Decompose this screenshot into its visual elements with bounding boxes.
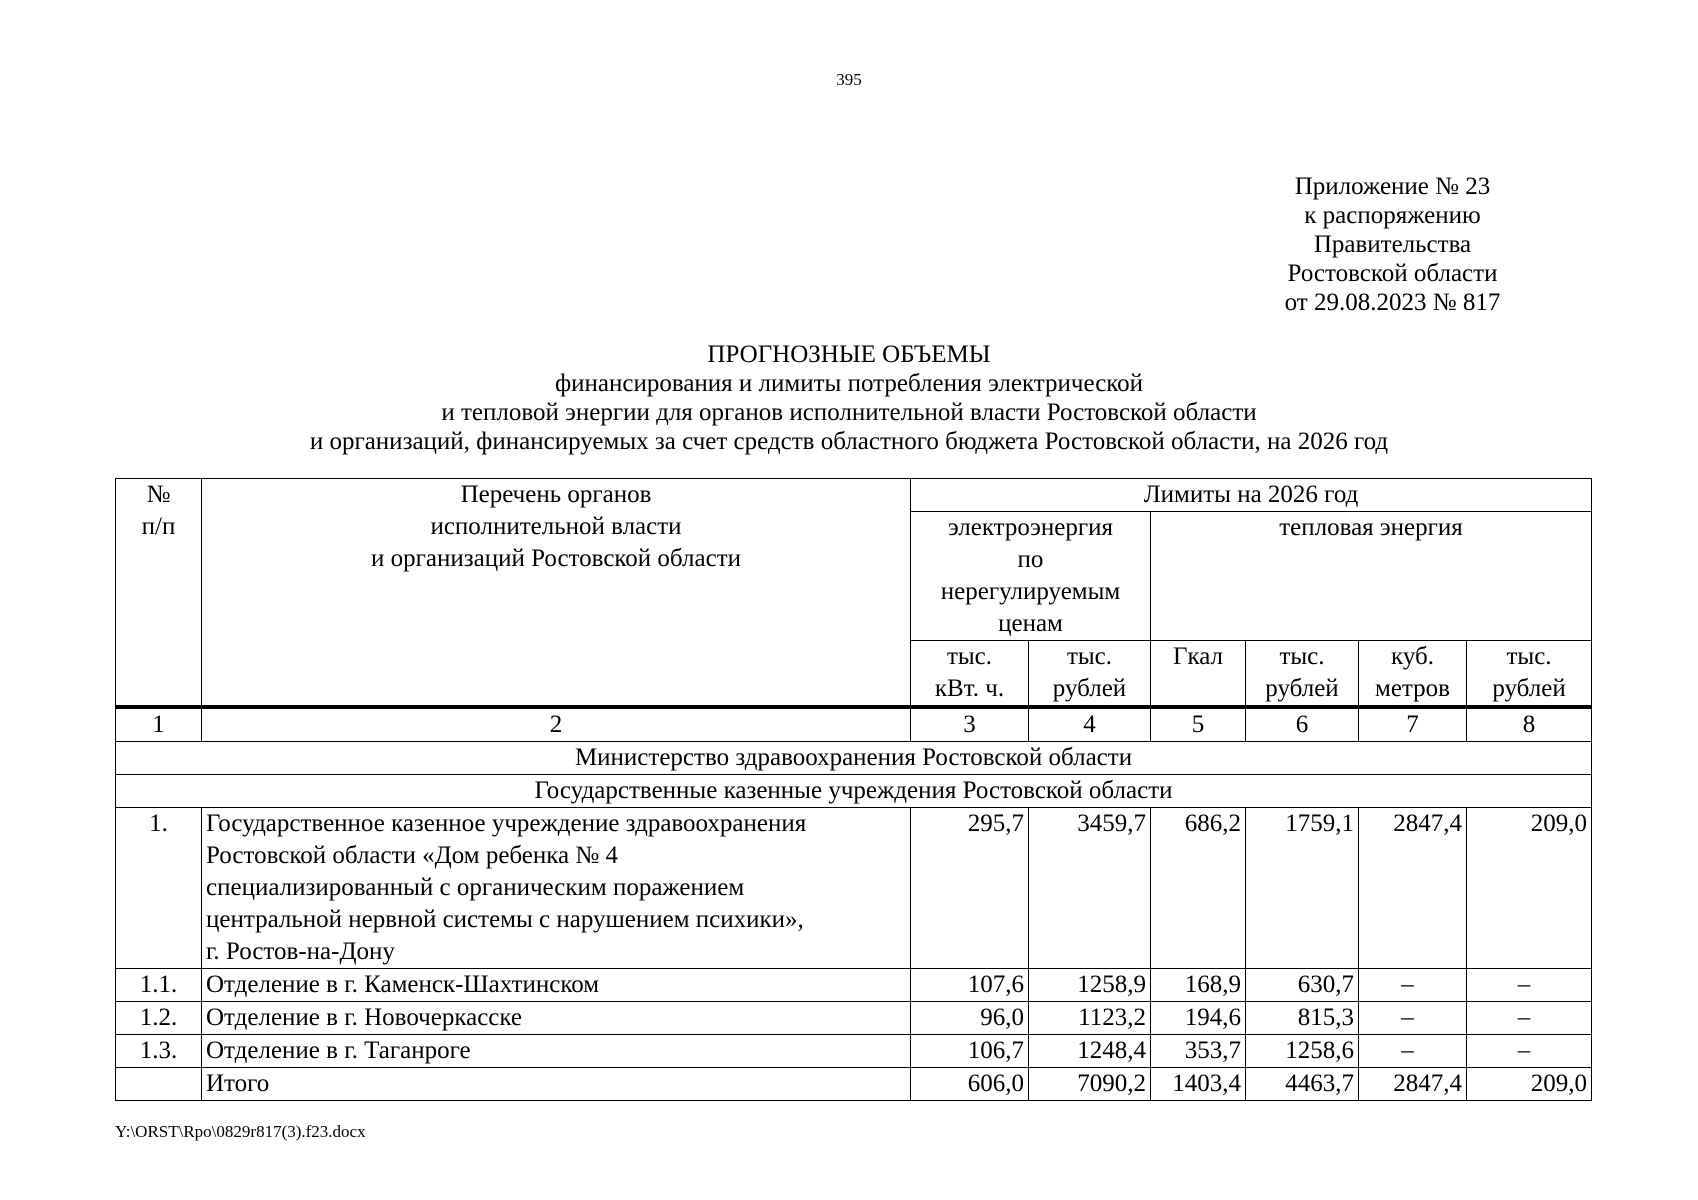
unit-line: Гкал xyxy=(1172,643,1223,670)
row-num: 1. xyxy=(116,808,202,969)
row-value: 295,7 xyxy=(911,808,1029,969)
section-institutions: Государственные казенные учреждения Ростовской области xyxy=(116,775,1592,808)
header-org-line: и организаций Ростовской области xyxy=(370,545,742,572)
row-name xyxy=(202,808,911,969)
unit-cell xyxy=(1151,641,1246,708)
header-org-line: исполнительной власти xyxy=(430,513,682,540)
total-row xyxy=(116,1068,1592,1101)
header-electric-line: ценам xyxy=(998,610,1063,637)
row-num: 1.2. xyxy=(116,1002,202,1035)
total-value: 1403,4 xyxy=(1151,1068,1246,1101)
header-electric-line: нерегулируемым xyxy=(940,578,1121,605)
row-value: 1123,2 xyxy=(1029,1002,1151,1035)
table-row xyxy=(116,969,1592,1002)
total-num-empty xyxy=(116,1068,202,1101)
row-name: Отделение в г. Таганроге xyxy=(202,1035,911,1068)
table-row xyxy=(116,1035,1592,1068)
column-number-cell: 2 xyxy=(202,707,911,742)
row-value: – xyxy=(1359,1035,1467,1068)
row-value: – xyxy=(1359,1002,1467,1035)
unit-line: рублей xyxy=(1052,675,1127,702)
column-number-cell: 5 xyxy=(1151,707,1246,742)
row-name-line: Государственное казенное учреждение здравоохранения xyxy=(206,810,807,837)
unit-line: куб. xyxy=(1391,643,1434,670)
unit-cell xyxy=(1246,641,1359,708)
table-row xyxy=(116,1002,1592,1035)
unit-cell xyxy=(911,641,1029,708)
row-value: 96,0 xyxy=(911,1002,1029,1035)
title-line: и тепловой энергии для органов исполнительной власти Ростовской области xyxy=(441,399,1257,426)
total-value: 606,0 xyxy=(911,1068,1029,1101)
row-value: – xyxy=(1467,1035,1592,1068)
unit-line: рублей xyxy=(1265,675,1339,702)
row-name: Отделение в г. Новочеркасске xyxy=(202,1002,911,1035)
appendix-line: Ростовской области xyxy=(1287,260,1498,287)
unit-line: метров xyxy=(1375,675,1450,702)
row-num: 1.1. xyxy=(116,969,202,1002)
section-row xyxy=(116,742,1592,775)
header-num-line: № xyxy=(146,481,171,508)
row-name: Отделение в г. Каменск-Шахтинском xyxy=(202,969,911,1002)
column-number-cell: 3 xyxy=(911,707,1029,742)
unit-line: кВт. ч. xyxy=(934,675,1005,702)
unit-line: тыс. xyxy=(946,643,993,670)
section-row xyxy=(116,775,1592,808)
header-limits-cell: Лимиты на 2026 год xyxy=(911,479,1592,512)
row-value: 209,0 xyxy=(1467,808,1592,969)
column-number-cell: 4 xyxy=(1029,707,1151,742)
row-value: 1759,1 xyxy=(1246,808,1359,969)
column-number-cell: 1 xyxy=(116,707,202,742)
appendix-line: Приложение № 23 xyxy=(1294,173,1491,200)
header-electric-line: электроэнергия xyxy=(947,514,1114,541)
unit-line: тыс. xyxy=(1506,643,1552,670)
row-value: 1258,9 xyxy=(1029,969,1151,1002)
header-electric-cell xyxy=(911,512,1151,641)
total-value: 4463,7 xyxy=(1246,1068,1359,1101)
row-value: – xyxy=(1467,1002,1592,1035)
column-number-cell: 6 xyxy=(1246,707,1359,742)
unit-cell xyxy=(1029,641,1151,708)
row-value: 2847,4 xyxy=(1359,808,1467,969)
title-line: и организаций, финансируемых за счет средств областного бюджета Ростовской области, на 2026 год xyxy=(309,428,1389,455)
appendix-line: к распоряжению xyxy=(1304,202,1481,229)
row-value: – xyxy=(1359,969,1467,1002)
appendix-line: от 29.08.2023 № 817 xyxy=(1284,289,1501,316)
title-heading: ПРОГНОЗНЫЕ ОБЪЕМЫ xyxy=(707,341,991,368)
unit-line: тыс. xyxy=(1279,643,1325,670)
total-label: Итого xyxy=(202,1068,911,1101)
unit-line: тыс. xyxy=(1066,643,1113,670)
header-org-line: Перечень органов xyxy=(460,481,652,508)
header-org-cell xyxy=(202,479,911,708)
total-value: 2847,4 xyxy=(1359,1068,1467,1101)
document-title xyxy=(0,340,1698,456)
column-number-cell: 7 xyxy=(1359,707,1467,742)
row-value: 3459,7 xyxy=(1029,808,1151,969)
header-row xyxy=(116,479,1592,512)
unit-line: рублей xyxy=(1492,675,1566,702)
footer-file-path: Y:\ORST\Rpo\0829r817(3).f23.docx xyxy=(115,1122,366,1141)
row-value: 194,6 xyxy=(1151,1002,1246,1035)
row-value: 168,9 xyxy=(1151,969,1246,1002)
title-line: финансирования и лимиты потребления электрической xyxy=(554,370,1144,397)
page-number: 395 xyxy=(836,70,862,89)
row-num: 1.3. xyxy=(116,1035,202,1068)
row-name-line: Ростовской области «Дом ребенка № 4 xyxy=(206,842,618,869)
unit-cell xyxy=(1467,641,1592,708)
row-name-line: специализированный с органическим поражением xyxy=(206,874,745,901)
header-num-cell xyxy=(116,479,202,708)
row-name-line: центральной нервной системы с нарушением психики», xyxy=(206,906,804,933)
appendix-block xyxy=(1250,172,1535,317)
header-electric-line: по xyxy=(1017,546,1044,573)
limits-table xyxy=(115,478,1592,1101)
header-num-line: п/п xyxy=(141,513,176,540)
appendix-line: Правительства xyxy=(1313,231,1472,258)
column-numbers-row xyxy=(116,707,1592,742)
unit-line xyxy=(1155,673,1241,705)
row-value: 107,6 xyxy=(911,969,1029,1002)
row-value: 630,7 xyxy=(1246,969,1359,1002)
row-value: 1248,4 xyxy=(1029,1035,1151,1068)
row-value: 106,7 xyxy=(911,1035,1029,1068)
row-value: 353,7 xyxy=(1151,1035,1246,1068)
row-value: 1258,6 xyxy=(1246,1035,1359,1068)
table-row xyxy=(116,808,1592,969)
row-value: – xyxy=(1467,969,1592,1002)
unit-cell xyxy=(1359,641,1467,708)
row-value: 815,3 xyxy=(1246,1002,1359,1035)
header-thermal-cell: тепловая энергия xyxy=(1151,512,1592,641)
row-value: 686,2 xyxy=(1151,808,1246,969)
section-ministry: Министерство здравоохранения Ростовской области xyxy=(116,742,1592,775)
row-name-line: г. Ростов-на-Дону xyxy=(206,938,395,965)
column-number-cell: 8 xyxy=(1467,707,1592,742)
total-value: 209,0 xyxy=(1467,1068,1592,1101)
total-value: 7090,2 xyxy=(1029,1068,1151,1101)
